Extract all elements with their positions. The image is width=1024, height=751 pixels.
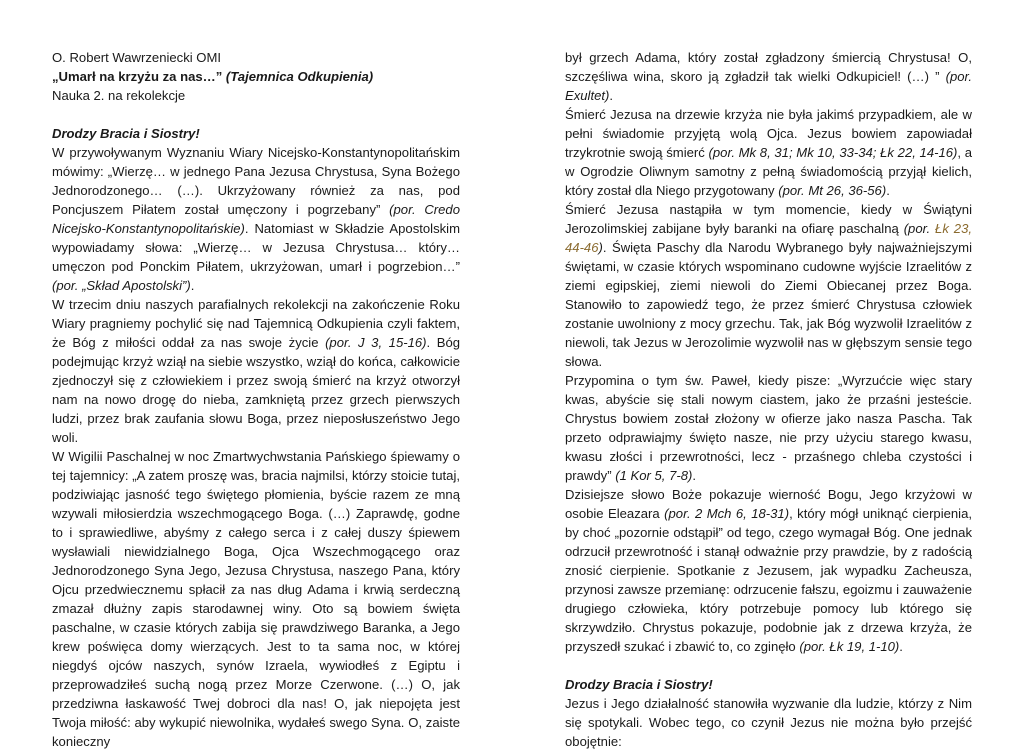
left-column	[52, 48, 460, 751]
scripture-reference: (por. Mt 26, 36-56)	[778, 183, 887, 198]
paragraph-text: .	[692, 468, 696, 483]
author-line: O. Robert Wawrzeniecki OMI	[52, 50, 222, 65]
paragraph-text: .	[899, 639, 903, 654]
paragraph-passover	[565, 200, 972, 371]
paragraph-redemption	[52, 295, 460, 447]
paragraph-text: . Natomiast w Składzie Apostolskim wypowiadamy słowa: „Wierzę… w Jezusa Chrystusa… który… umęczon pod Ponckim Piłatem, ukrzyżowan, umarł i pogrzebion…”	[52, 221, 460, 274]
paragraph-credo	[52, 143, 460, 295]
document-title	[52, 67, 460, 86]
paragraph-text: . Bóg podejmując krzyż wziął na siebie wszystko, wziął do końca, całkowicie zjednoczył się z człowiekiem i przez swoją śmierć na krzyż otworzył nam na nowo drogę do nieba, zamkniętą przez grzech pierwszych ludzi, przez brak zaufania słowu Boga, przez nieposłuszeństwo Jego woli.	[52, 335, 461, 445]
paragraph-text: .	[886, 183, 890, 198]
paragraph-text: .	[190, 278, 195, 293]
paragraph-challenge: Jezus i Jego działalność stanowiła wyzwanie dla ludzie, którzy z Nim się spotykali. Wobec tego, co czynił Jezus nie można było przejść obojętnie:	[565, 696, 972, 749]
title-main: „Umarł na krzyżu za nas…”	[52, 69, 223, 84]
scripture-reference: (1 Kor 5, 7-8)	[615, 468, 693, 483]
paragraph-exultet: W Wigilii Paschalnej w noc Zmartwychwstania Pańskiego śpiewamy o tej tajemnicy: „A zatem proszę was, bracia najmilsi, którzy stoicie tutaj, podziwiając jasność tego świętego płomienia, byście razem ze mną wzywali miłosierdzia wszechmogącego Boga. (…) Zaprawdę, godne to i sprawiedliwe, abyśmy z całego serca i z całej duszy śpiewem wysławiali niewidzialnego Boga, Ojca Wszechmogącego oraz Jednorodzonego Syna Jego, Jezusa Chrystusa, naszego Pana, który Ojcu przedwiecznemu spłacił za nas dług Adama i krwią serdeczną zmazał dłużny zapis starodawnej winy. Oto są bowiem święta paschalne, w czasie których zabija się prawdziwego Baranka, a Jego krew poświęca domy wierzących. Jest to ta sama noc, w której niegdyś ojców naszych, synów Izraela, wywiodłeś z Egiptu i przeprowadziłeś suchą nogą przez Morze Czerwone. (…) O, jak przedziwna łaskawość Twej dobroci dla nas! O, jak niepojęta jest Twoja miłość: aby wykupić niewolnika, wydałeś swego Syna. O, zaiste konieczny	[52, 449, 460, 749]
scripture-reference: (por. Exultet)	[565, 69, 973, 103]
title-sub: (Tajemnica Odkupienia)	[225, 69, 374, 84]
paragraph-death-on-cross	[565, 105, 972, 200]
scripture-link[interactable]: Łk 23, 44-46	[565, 221, 972, 255]
paragraph-text: W przywoływanym Wyznaniu Wiary Nicejsko-Konstantynopolitańskim mówimy: „Wierzę… w jednego Pana Jezusa Chrystusa, Syna Bożego Jednorodzonego… (…). Ukrzyżowany również za nas, pod Poncjuszem Piłatem został umęczony i pogrzebany”	[52, 145, 460, 217]
scripture-reference: (por. Łk 19, 1-10)	[799, 639, 900, 654]
paragraph-text: Śmierć Jezusa na drzewie krzyża nie była jakimś przypadkiem, ale w pełni świadomie przyjętą wolą Ojca. Jezus bowiem zapowiadał trzykrotnie swoją śmierć	[565, 107, 972, 160]
paragraph-exultet-end	[565, 48, 972, 105]
paragraph-text: W trzecim dniu naszych parafialnych rekolekcji na zakończenie Roku Wiary pragniemy pochylić się nad Tajemnicą Odkupienia czyli faktem, że Bóg z miłości oddał za nas swoje życie	[52, 297, 460, 350]
reference-suffix: )	[598, 240, 603, 255]
subtitle: Nauka 2. na rekolekcje	[52, 88, 186, 103]
paragraph-text: Śmierć Jezusa nastąpiła w tym momencie, kiedy w Świątyni Jerozolimskiej zabijane były baranki na ofiarę paschalną	[565, 202, 972, 236]
paragraph-text: Przypomina o tym św. Paweł, kiedy pisze: „Wyrzućcie więc stary kwas, abyście się stali nowym ciastem, jako że przaśni jesteście. Chrystus bowiem został złożony w ofierze jako nasza Pascha. Tak przeto odprawiajmy święto nasze, nie przy użyciu starego kwasu, kwasu złości i przewrotności, lecz - przaśnego chleba czystości i prawdy”	[565, 373, 972, 483]
paragraph-text: .	[609, 88, 614, 103]
paragraph-text: był grzech Adama, który został zgładzony śmiercią Chrystusa! O, szczęśliwa wina, skoro ją zgładził tak wielki Odkupiciel! (…) ”	[565, 50, 972, 84]
scripture-reference: (por. J 3, 15-16)	[325, 335, 427, 350]
right-column	[565, 48, 972, 751]
paragraph-text: Dzisiejsze słowo Boże pokazuje wierność Bogu, Jego krzyżowi w osobie Eleazara	[565, 487, 972, 521]
scripture-reference: (por. 2 Mch 6, 18-31)	[664, 506, 790, 521]
paragraph-saint-paul	[565, 371, 972, 485]
blank-line	[52, 105, 460, 124]
paragraph-eleazar	[565, 485, 972, 656]
greeting-heading: Drodzy Bracia i Siostry!	[52, 126, 200, 141]
blank-line	[565, 656, 972, 675]
scripture-reference: (por. Mk 8, 31; Mk 10, 33-34; Łk 22, 14-16)	[708, 145, 958, 160]
scripture-reference: (por. Credo Nicejsko-Konstantynopolitańskie)	[52, 202, 461, 236]
paragraph-text: . Święta Paschy dla Narodu Wybranego były najważniejszymi świętami, w czasie których wspominano cudowne wyjście Izraelitów z ziemi egipskiej, ziemi niewoli do Ziemi Obiecanej przez Boga. Stanowiło to zapowiedź tego, że przez śmierć Chrystusa człowiek zostanie uwolniony z mocy grzechu. Tak, jak Bóg wyzwolił Izraelitów z niewoli, tak Jezus w Jerozolimie wyzwolił nas w głębszym sensie tego słowa.	[565, 240, 972, 369]
greeting-heading-2: Drodzy Bracia i Siostry!	[565, 677, 713, 692]
paragraph-text: , a w Ogrodzie Oliwnym samotny z pełną świadomością przyjął kielich, który został dla Niego przygotowany	[565, 145, 973, 198]
paragraph-text: , który mógł uniknąć cierpienia, by choć „pozornie odstąpił” od tego, czego wymagał Bóg. One jednak odrzucił przewrotność i stanął odważnie przy prawdzie, by z radością znosić cierpienie. Spotkanie z Jezusem, jak wypadku Zacheusza, przynosi zawsze przemianę: odrzucenie fałszu, egoizmu i zauważenie drugiego człowieka, który potrzebuje pomocy lub którego się skrzywdziło. Chrystus pokazuje, podobnie jak z drzewa krzyża, że przyszedł szukać i zbawić to, co zginęło	[565, 506, 973, 654]
reference-prefix: (por.	[903, 221, 936, 236]
scripture-reference: (por. „Skład Apostolski”)	[52, 278, 191, 293]
